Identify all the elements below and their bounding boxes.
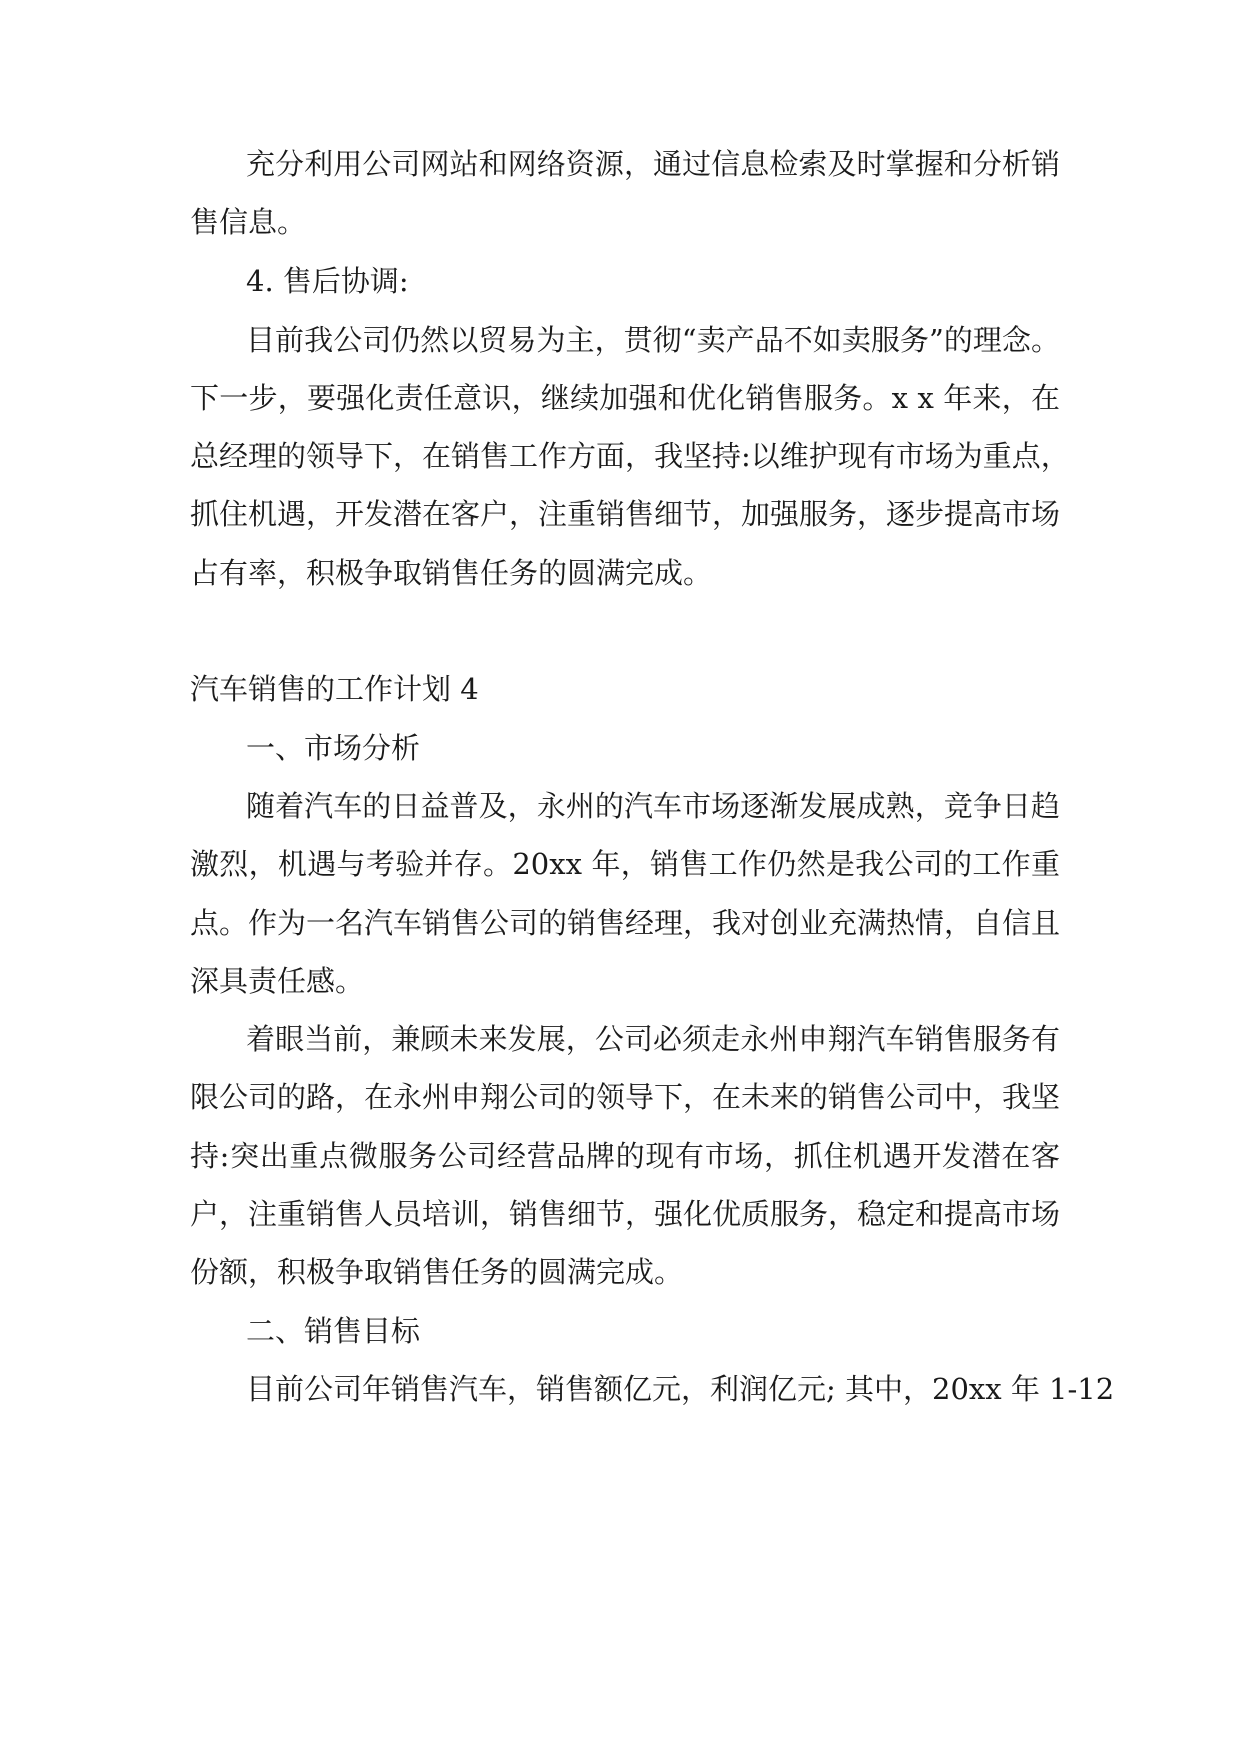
paragraph-line: 随着汽车的日益普及，永州的汽车市场逐渐发展成熟，竞争日趋 — [246, 789, 1060, 823]
paragraph-line: 下一步，要强化责任意识，继续加强和优化销售服务。x x 年来，在 — [190, 381, 1060, 415]
paragraph-line: 持:突出重点微服务公司经营品牌的现有市场，抓住机遇开发潜在客 — [190, 1139, 1060, 1173]
paragraph-line: 着眼当前，兼顾未来发展，公司必须走永州申翔汽车销售服务有 — [246, 1022, 1060, 1056]
paragraph-line: 深具责任感。 — [190, 964, 365, 998]
paragraph-line: 份额，积极争取销售任务的圆满完成。 — [190, 1255, 684, 1289]
paragraph-line: 目前我公司仍然以贸易为主，贯彻“卖产品不如卖服务”的理念。 — [246, 323, 1060, 357]
paragraph-line: 激烈，机遇与考验并存。20xx 年，销售工作仍然是我公司的工作重 — [190, 847, 1060, 881]
paragraph-line: 目前公司年销售汽车，销售额亿元，利润亿元; 其中，20xx 年 1-12 — [246, 1372, 1115, 1406]
paragraph-line: 点。作为一名汽车销售公司的销售经理，我对创业充满热情，自信且 — [190, 906, 1061, 940]
paragraph-line: 售信息。 — [190, 205, 307, 239]
paragraph-line: 限公司的路，在永州申翔公司的领导下，在未来的销售公司中，我坚 — [190, 1080, 1061, 1114]
section-title: 汽车销售的工作计划 4 — [190, 672, 479, 706]
paragraph-line: 占有率，积极争取销售任务的圆满完成。 — [190, 556, 713, 590]
paragraph-line: 户，注重销售人员培训，销售细节，强化优质服务，稳定和提高市场 — [190, 1197, 1061, 1231]
paragraph-line: 总经理的领导下，在销售工作方面，我坚持:以维护现有市场为重点， — [190, 439, 1070, 473]
paragraph-line: 充分利用公司网站和网络资源，通过信息检索及时掌握和分析销 — [246, 147, 1060, 181]
list-item-heading: 4. 售后协调: — [246, 264, 409, 298]
section-heading: 二、销售目标 — [246, 1314, 421, 1348]
paragraph-line: 抓住机遇，开发潜在客户，注重销售细节，加强服务，逐步提高市场 — [190, 497, 1061, 531]
section-heading: 一、市场分析 — [246, 731, 421, 765]
